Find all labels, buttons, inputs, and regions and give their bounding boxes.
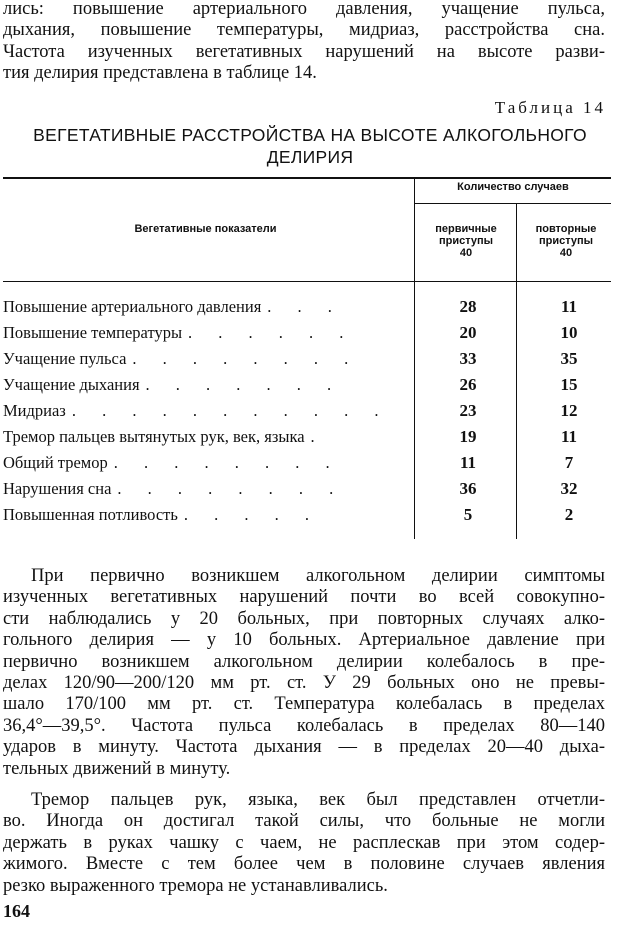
text-line: держать в руках чашку с чаем, не расплескав при этом содер- (3, 832, 605, 853)
table-header-bottom-rule (3, 281, 611, 282)
row-label-text: Мидриаз (3, 401, 66, 420)
header-line: приступы (438, 235, 494, 247)
row-label-text: Повышение артериального давления (3, 297, 262, 316)
repeat-value: 32 (560, 479, 578, 498)
header-line: первичные (435, 223, 497, 235)
text-line: тия делирия представлена в таблице 14. (3, 63, 317, 84)
cases-header: Количество случаев (457, 181, 569, 193)
text-line: резко выраженного тремора не устанавливались. (3, 875, 388, 896)
row-label (3, 349, 408, 369)
text-line: Частота изученных вегетативных нарушений на высоте разви- (3, 41, 605, 62)
indicators-header: Вегетативные показатели (134, 223, 277, 235)
text-line: ударов в минуту. Частота дыхания — в пределах 20—40 дыха- (3, 737, 605, 758)
table-title-line: ДЕЛИРИЯ (266, 147, 354, 167)
table-label: Таблица 14 (494, 98, 606, 117)
text-line: При первично возникшем алкогольном делирии симптомы (31, 566, 605, 586)
page-number: 164 (3, 901, 30, 921)
text-line: гольного делирия — у 10 больных. Артериальное давление при (3, 630, 605, 651)
repeat-attacks-header (518, 223, 614, 259)
row-label (3, 401, 408, 421)
body-paragraph (3, 566, 605, 780)
repeat-value: 11 (560, 297, 578, 316)
text-line: во. Иногда он достигал такой силы, что больные не могли (3, 811, 605, 832)
repeat-value: 15 (560, 375, 578, 394)
leader-dots: . . . . . . . . (117, 479, 345, 498)
row-label-text: Тремор пальцев вытянутых рук, век, языка (3, 427, 305, 446)
text-line: жимого. Вместе с тем более чем в половине случаев явления (3, 854, 605, 875)
text-line: лись: повышение артериального давления, учащение пульса, (3, 0, 605, 19)
column-divider-left (414, 177, 415, 539)
repeat-value: 35 (560, 349, 578, 368)
leader-dots: . . . (267, 297, 343, 316)
text-line: первично возникшем алкогольном делирии колебалось в пре- (3, 651, 605, 672)
repeat-value: 10 (560, 323, 578, 342)
leader-dots: . . . . . . . (145, 375, 343, 394)
repeat-value: 2 (564, 505, 574, 524)
primary-value: 26 (459, 375, 477, 394)
text-line: 36,4°—39,5°. Частота пульса колебалась в пределах 80—140 (3, 715, 605, 736)
primary-value: 19 (459, 427, 477, 446)
text-line: сти наблюдались у 20 больных, при повторных случаях алко- (3, 608, 605, 629)
text-line: изученных вегетативных нарушений почти во всей совокупно- (3, 587, 605, 608)
primary-value: 23 (459, 401, 477, 420)
repeat-value: 12 (560, 401, 578, 420)
row-label (3, 427, 408, 447)
header-line: приступы (538, 235, 594, 247)
primary-value: 28 (459, 297, 477, 316)
repeat-value: 7 (564, 453, 574, 472)
leader-dots: . . . . . . . . (113, 453, 341, 472)
row-label-text: Повышенная потливость (3, 505, 178, 524)
leader-dots: . . . . . (183, 505, 321, 524)
table-top-rule (3, 177, 611, 179)
table-title-line: ВЕГЕТАТИВНЫЕ РАССТРОЙСТВА НА ВЫСОТЕ АЛКОГОЛЬНОГО (33, 125, 587, 145)
row-label (3, 323, 408, 343)
row-label-text: Общий тремор (3, 453, 108, 472)
row-label-text: Повышение температуры (3, 323, 183, 342)
text-line: тельных движений в минуту. (3, 758, 231, 779)
cases-subheader-rule (415, 203, 611, 204)
text-line: делах 120/90—200/120 мм рт. ст. У 29 больных оно не превы- (3, 673, 605, 694)
table-title (0, 124, 620, 168)
primary-value: 20 (459, 323, 477, 342)
leader-dots: . (310, 427, 326, 446)
leader-dots: . . . . . . (188, 323, 355, 342)
row-label (3, 297, 408, 317)
header-line: 40 (459, 247, 473, 259)
primary-value: 11 (459, 453, 477, 472)
column-divider-middle (516, 203, 517, 539)
text-line: дыхания, повышение температуры, мидриаз, расстройства сна. (3, 20, 605, 41)
header-line: повторные (535, 223, 597, 235)
row-label (3, 479, 408, 499)
header-line: 40 (559, 247, 573, 259)
row-label (3, 375, 408, 395)
text-line: Тремор пальцев рук, языка, век был представлен отчетли- (31, 790, 605, 810)
row-label (3, 453, 408, 473)
body-paragraph (3, 790, 605, 897)
primary-value: 36 (459, 479, 477, 498)
text-line: шало 170/100 мм рт. ст. Температура колебалась в пределах (3, 694, 605, 715)
leader-dots: . . . . . . . . . . . (71, 401, 390, 420)
repeat-value: 11 (560, 427, 578, 446)
primary-value: 5 (463, 505, 473, 524)
primary-value: 33 (459, 349, 477, 368)
primary-attacks-header (418, 223, 514, 259)
intro-paragraph (3, 0, 605, 85)
row-label-text: Учащение пульса (3, 349, 127, 368)
row-label-text: Нарушения сна (3, 479, 112, 498)
row-label-text: Учащение дыхания (3, 375, 140, 394)
row-label (3, 505, 408, 525)
leader-dots: . . . . . . . . (132, 349, 360, 368)
